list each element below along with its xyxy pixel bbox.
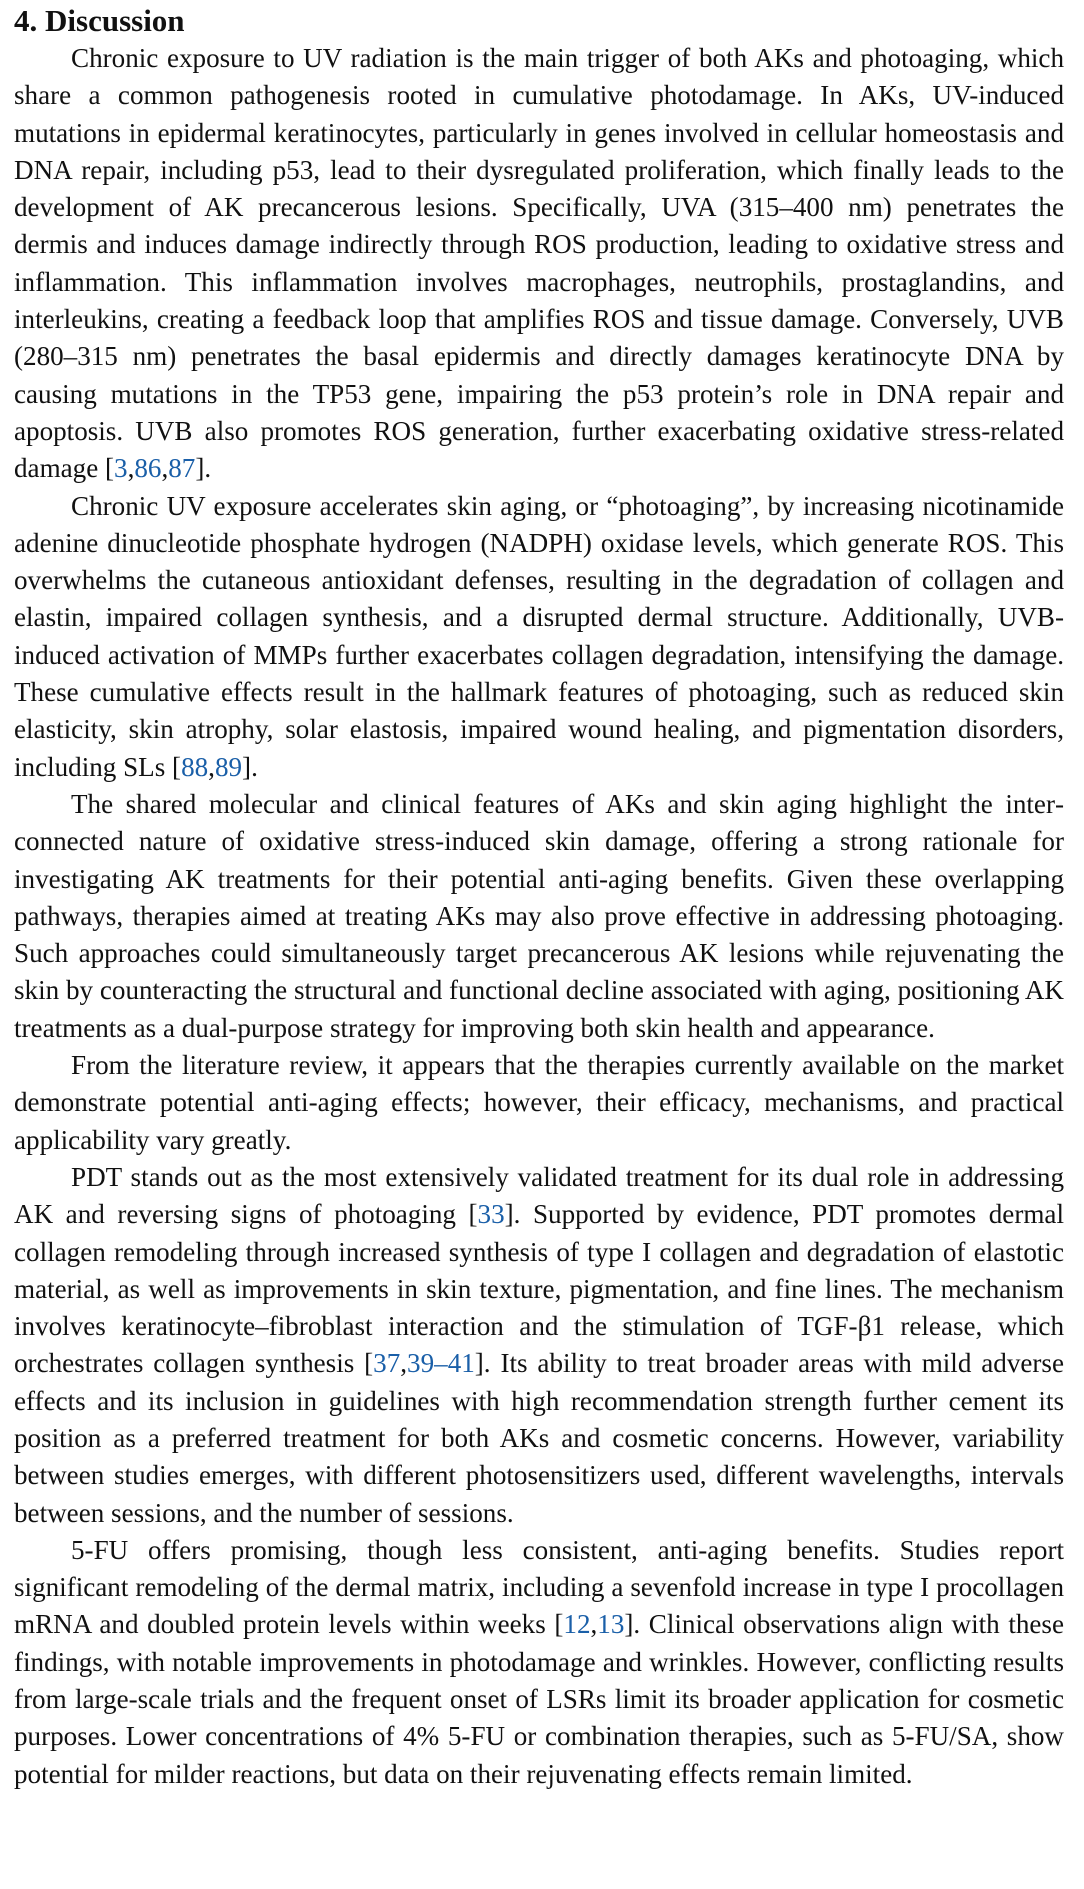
paragraph-text: ,	[127, 453, 135, 484]
paragraph-text: ]. Its ability to treat broader areas with mild adverse effects and its inclusion in guidelines with high recommendation strength further cement its position as a preferred treatment for both AKs and cosmetic concerns. However, variability between studies emerges, with different photosensitizers used, different wavelengths, intervals between sessions, and the number of sessions.	[14, 1348, 1064, 1528]
citation-link[interactable]: 3	[114, 453, 128, 484]
citation-link[interactable]: 37	[373, 1348, 401, 1379]
body-paragraph	[14, 1159, 1064, 1532]
section-heading: 4. Discussion	[14, 3, 185, 38]
paragraph-text: ,	[208, 751, 215, 782]
body-paragraph	[14, 1532, 1064, 1793]
paragraph-text: ]. Supported by evidence, PDT promotes dermal collagen remodeling through increased synthesis of type I collagen and degradation of elastotic material, as well as improvements in skin texture, pigmentation, and fine lines. The mechanism involves keratinocyte–fibroblast interaction and the stimulation of TGF-β1 release, which orchestrates collagen synthesis [	[14, 1199, 1064, 1379]
paragraph-text: ,	[400, 1348, 408, 1379]
citation-link[interactable]: 89	[214, 751, 243, 782]
article-page	[14, 0, 1064, 1793]
body-paragraph	[14, 786, 1064, 1047]
citation-link[interactable]: 88	[181, 751, 209, 782]
paragraph-text: Chronic exposure to UV radiation is the main trigger of both AKs and photoaging, which share a common pathogenesis rooted in cumulative photodamage. In AKs, UV-induced mutations in epidermal keratinocytes, particularly in genes involved in cellular homeostasis and DNA repair, including p53, lead to their dysregulated proliferation, which finally leads to the development of AK precancerous lesions. Specifically, UVA (315–400 nm) penetrates the dermis and induces damage indirectly through ROS production, leading to oxidative stress and inflammation. This inflammation involves macrophages, neutrophils, prostaglandins, and interleukins, creating a feedback loop that amplifies ROS and tissue damage. Conversely, UVB (280–315 nm) penetrates the basal epidermis and directly damages keratinocyte DNA by causing mutations in the TP53 gene, impairing the p53 protein’s role in DNA repair and apoptosis. UVB also promotes ROS generation, further exacerbating oxidative stress-related damage [	[14, 43, 1064, 484]
body-paragraph	[14, 1047, 1064, 1159]
citation-link[interactable]: 86	[134, 453, 162, 484]
paragraph-text: ,	[590, 1609, 598, 1640]
paragraph-text: Chronic UV exposure accelerates skin aging, or “photoaging”, by increasing nicotinamide adenine dinucleotide phosphate hydrogen (NADPH) oxidase levels, which generate ROS. This overwhelms the cutaneous antioxidant defenses, resulting in the degradation of collagen and elastin, impaired collagen synthesis, and a disrupted dermal structure. Additionally, UVB-induced activation of MMPs further exacerbates collagen degradation, intensifying the damage. These cumulative effects result in the hallmark features of photoaging, such as reduced skin elasticity, skin atrophy, solar elastosis, impaired wound healing, and pigmentation disorders, including SLs [	[14, 490, 1064, 782]
paragraph-text: ]. Clinical observations align with these findings, with notable improvements in photodamage and wrinkles. However, conflicting results from large-scale trials and the frequent onset of LSRs limit its broader application for cosmetic purposes. Lower concentrations of 4% 5-FU or combination therapies, such as 5-FU/SA, show potential for milder reactions, but data on their rejuvenating effects remain limited.	[14, 1609, 1064, 1789]
citation-link[interactable]: 13	[597, 1609, 625, 1640]
citation-link[interactable]: 39–41	[407, 1348, 475, 1379]
paragraph-text: ,	[161, 453, 169, 484]
citation-link[interactable]: 87	[168, 453, 196, 484]
paragraph-text: ].	[195, 453, 212, 484]
paragraph-text: The shared molecular and clinical features of AKs and skin aging highlight the interconnected nature of oxidative stress-induced skin damage, offering a strong rationale for investigating AK treatments for their potential anti-aging benefits. Given these overlapping pathways, therapies aimed at treating AKs may also prove effective in addressing photoaging. Such approaches could simultaneously target precancerous AK lesions while rejuvenating the skin by counteracting the structural and functional decline associated with aging, positioning AK treatments as a dual-purpose strategy for improving both skin health and appearance.	[14, 788, 1064, 1043]
paragraph-text: 5-FU offers promising, though less consistent, anti-aging benefits. Studies report significant remodeling of the dermal matrix, including a sevenfold increase in type I procollagen mRNA and doubled protein levels within weeks [	[14, 1534, 1064, 1640]
citation-link[interactable]: 33	[477, 1199, 505, 1230]
citation-link[interactable]: 12	[563, 1609, 591, 1640]
body-paragraph	[14, 40, 1064, 488]
discussion-body	[14, 40, 1064, 1793]
paragraph-text: PDT stands out as the most extensively validated treatment for its dual role in addressing AK and reversing signs of photoaging [	[14, 1161, 1064, 1230]
paragraph-text: ].	[242, 751, 258, 782]
paragraph-text: From the literature review, it appears that the therapies currently available on the market demonstrate potential anti-aging effects; however, their efficacy, mechanisms, and practical applicability vary greatly.	[14, 1050, 1064, 1155]
body-paragraph	[14, 488, 1064, 786]
